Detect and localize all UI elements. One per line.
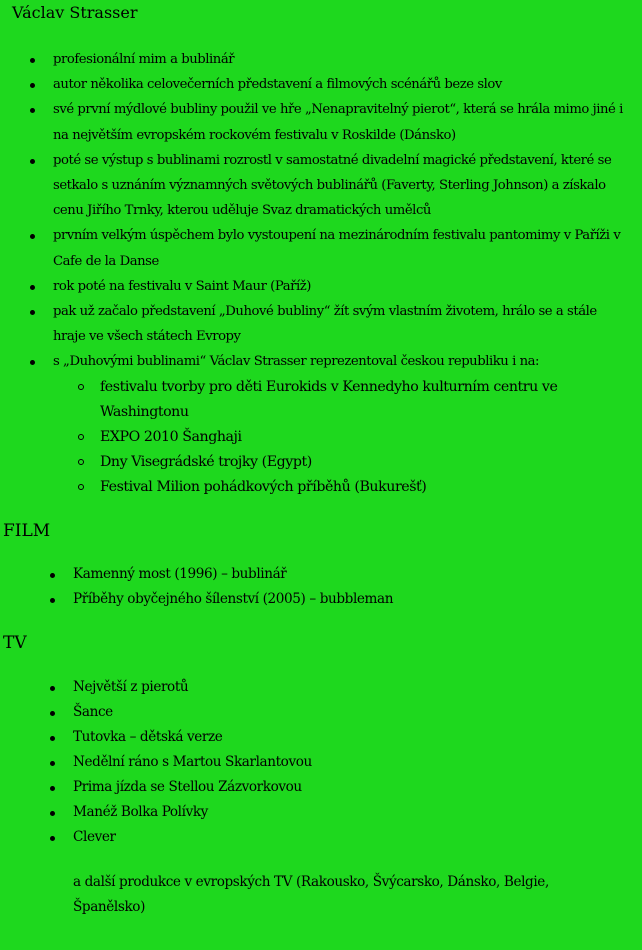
bio-list — [53, 47, 623, 501]
bio-item: své první mýdlové bubliny použil ve hře „Nenapravitelný pierot“, která se hrála mimo jiné i na největším evropském rockovém festivalu v Roskilde (Dánsko) — [53, 97, 623, 147]
film-item: Příběhy obyčejného šílenství (2005) – bubbleman — [73, 587, 623, 612]
tv-item: Clever — [73, 825, 623, 850]
bio-item: poté se výstup s bublinami rozrostl v samostatné divadelní magické představení, které se setkalo s uznáním významných světových bublinářů (Faverty, Sterling Johnson) a získalo cenu Jiřího Trnky, kterou uděluje Svaz dramatických umělců — [53, 148, 623, 224]
bio-item: profesionální mim a bublinář — [53, 47, 623, 72]
bio-item: rok poté na festivalu v Saint Maur (Paříž) — [53, 274, 623, 299]
tv-item: Největší z pierotů — [73, 675, 623, 700]
bio-item: autor několika celovečerních představení a filmových scénářů beze slov — [53, 72, 623, 97]
tv-item: Manéž Bolka Polívky — [73, 800, 623, 825]
representation-sublist — [100, 375, 623, 501]
bio-item-text: s „Duhovými bublinami“ Václav Strasser reprezentoval českou republiku i na: — [53, 354, 540, 370]
bio-item: pak už začalo představení „Duhové bubliny“ žít svým vlastním životem, hrálo se a stále hraje ve všech státech Evropy — [53, 299, 623, 349]
tv-item: Prima jízda se Stellou Zázvorkovou — [73, 775, 623, 800]
tv-heading: TV — [3, 633, 27, 653]
film-list — [73, 562, 623, 612]
tv-item: Šance — [73, 700, 623, 725]
film-item: Kamenný most (1996) – bublinář — [73, 562, 623, 587]
tv-item: Tutovka – dětská verze — [73, 725, 623, 750]
page-title: Václav Strasser — [12, 3, 138, 22]
tv-list — [73, 675, 623, 850]
sublist-item: festivalu tvorby pro děti Eurokids v Kennedyho kulturním centru ve Washingtonu — [100, 375, 623, 425]
sublist-item: EXPO 2010 Šanghaji — [100, 425, 623, 450]
tv-note: a další produkce v evropských TV (Rakousko, Švýcarsko, Dánsko, Belgie, Španělsko) — [73, 874, 549, 915]
film-heading: FILM — [3, 521, 51, 541]
bio-item: prvním velkým úspěchem bylo vystoupení na mezinárodním festivalu pantomimy v Paříži v Cafe de la Danse — [53, 223, 623, 273]
bio-item-representation — [53, 349, 623, 500]
sublist-item: Dny Visegrádské trojky (Egypt) — [100, 450, 623, 475]
sublist-item: Festival Milion pohádkových příběhů (Bukurešť) — [100, 475, 623, 500]
tv-item: Nedělní ráno s Martou Skarlantovou — [73, 750, 623, 775]
